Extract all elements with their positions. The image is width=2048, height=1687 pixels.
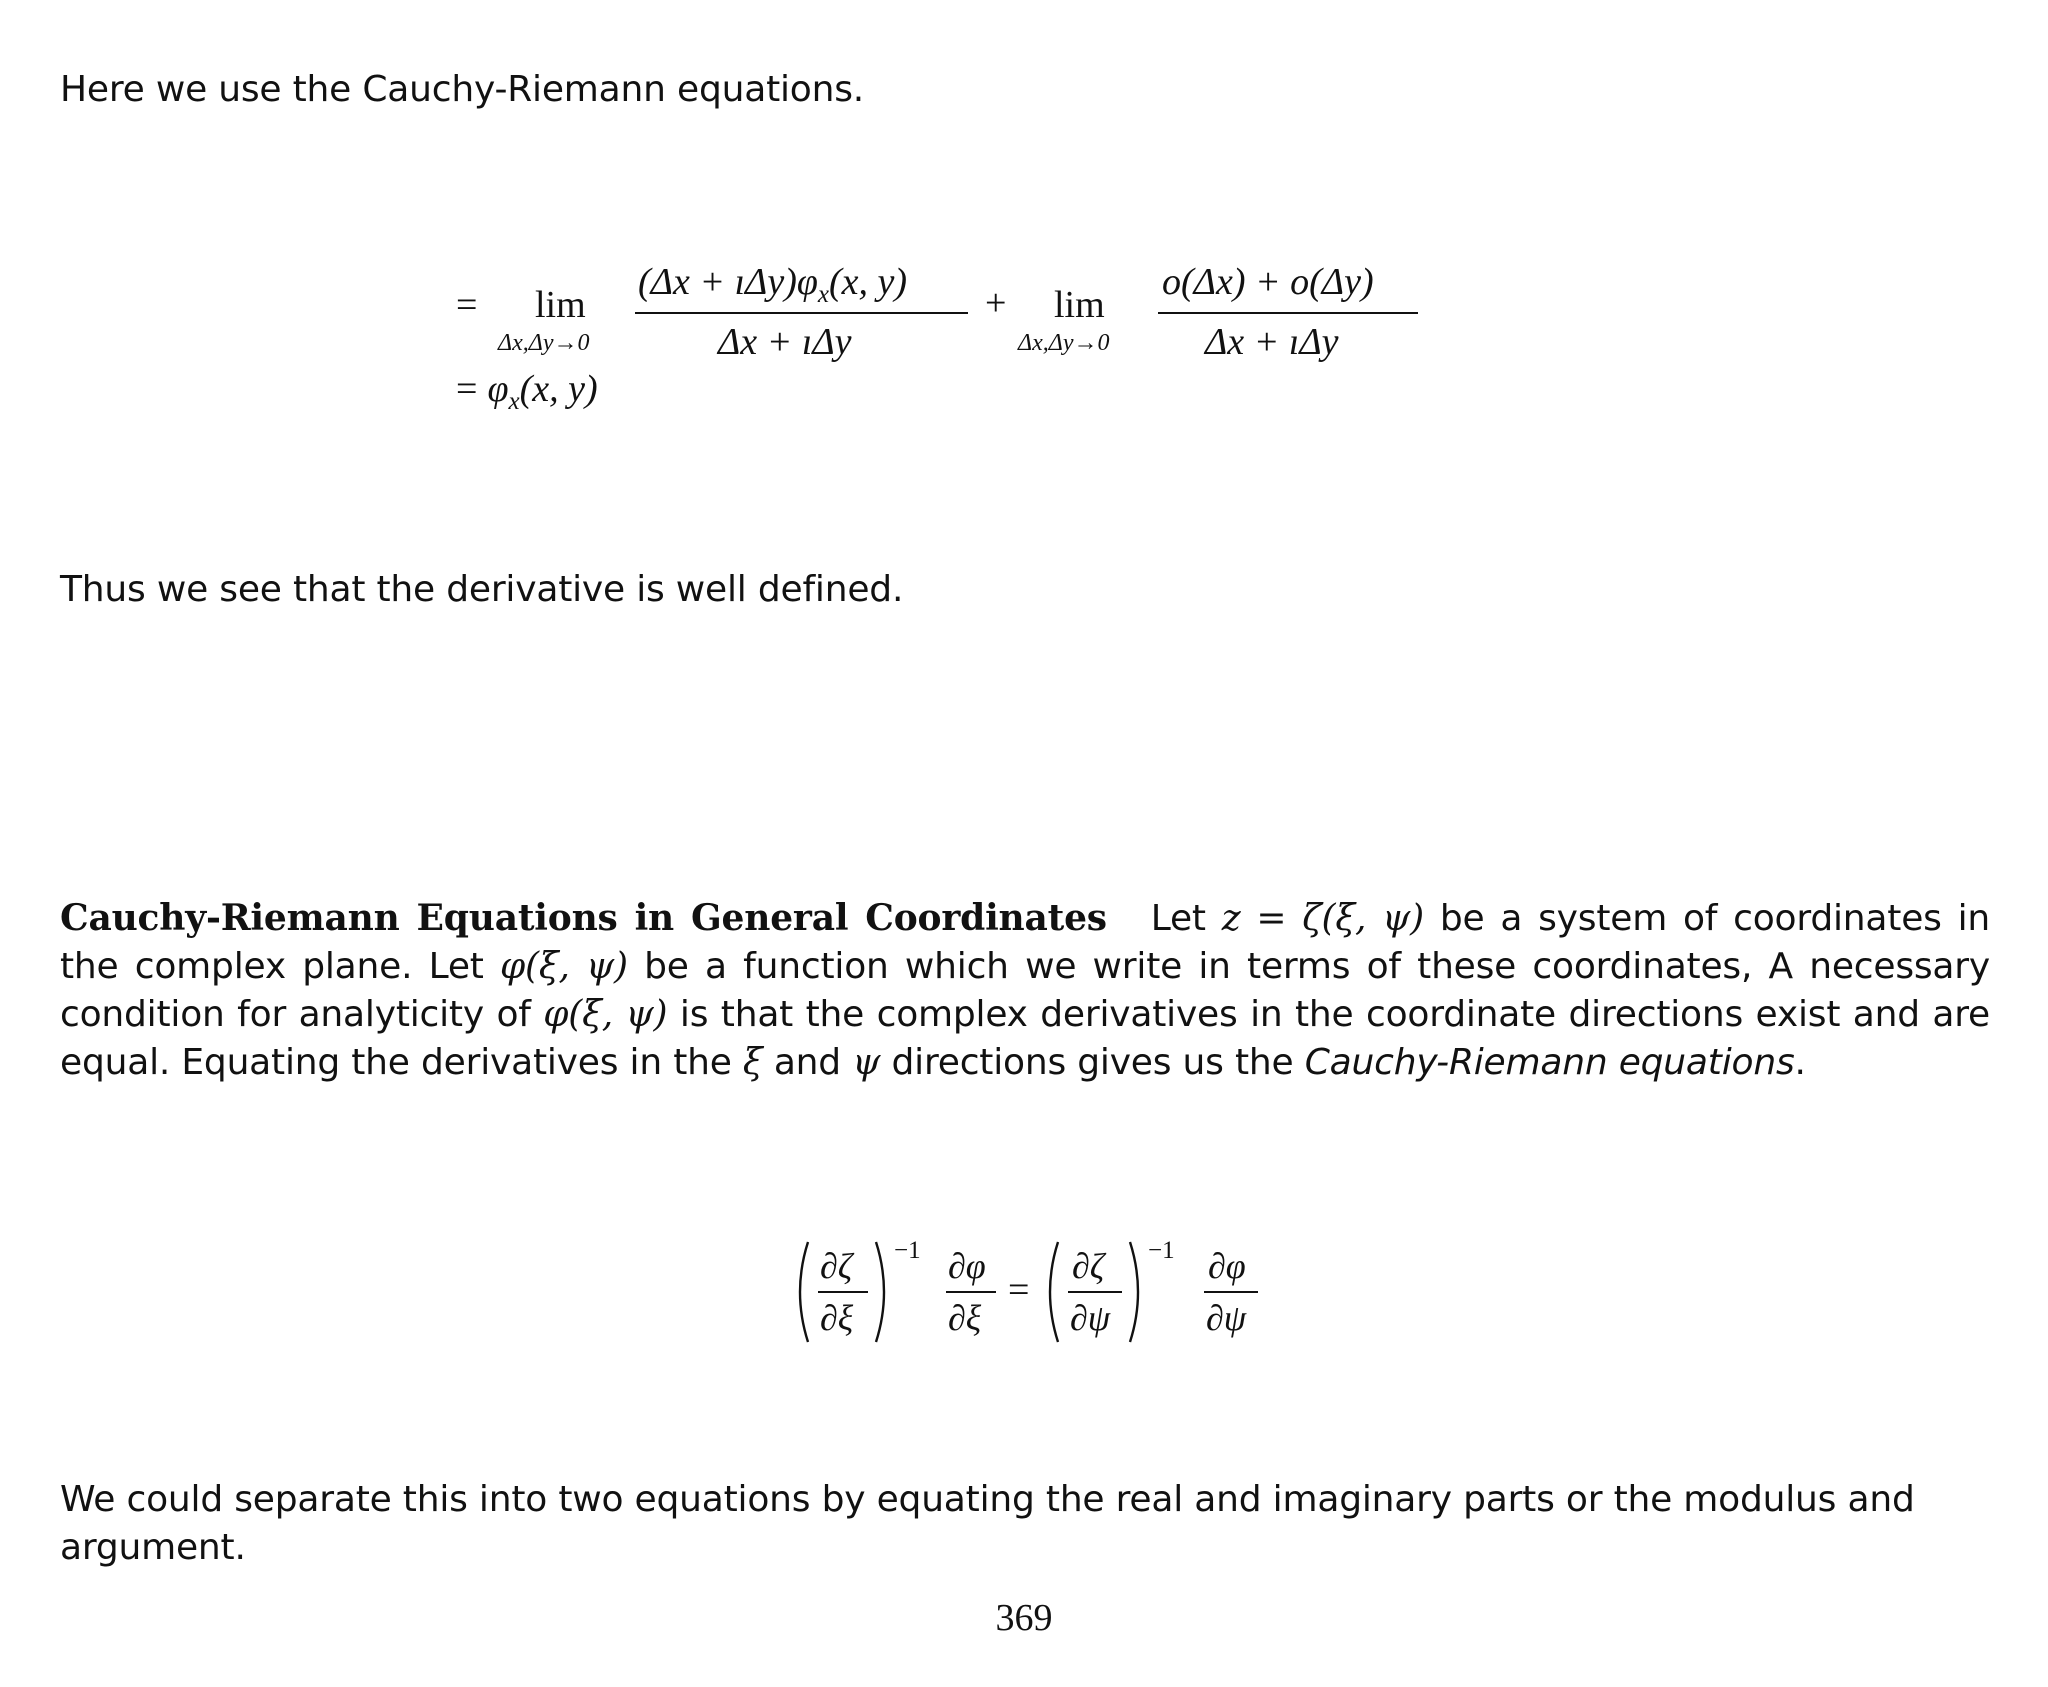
section-heading: Cauchy-Riemann Equations in General Coordinates bbox=[60, 897, 1107, 939]
eq2-partial-zeta-1: ∂ζ bbox=[820, 1246, 853, 1286]
eq1-plus: + bbox=[985, 282, 1007, 324]
eq2-partial-xi-1: ∂ξ bbox=[820, 1298, 854, 1338]
intro-paragraph: Here we use the Cauchy-Riemann equations. bbox=[60, 69, 865, 110]
eq2-partial-phi-1: ∂φ bbox=[948, 1246, 986, 1286]
eq1-line2: = $\varphi_x(x$, y) bbox=[456, 368, 598, 415]
conclusion-paragraph: Thus we see that the derivative is well defined. bbox=[60, 569, 904, 610]
math-psi: ψ bbox=[852, 1042, 881, 1083]
eq1-lim-sub-2: Δx,Δy→0 bbox=[1018, 330, 1110, 356]
eq2-right-paren-open bbox=[1050, 1242, 1058, 1342]
eq1-denominator-1: Δx + ıΔy bbox=[718, 321, 852, 363]
eq2-partial-psi-1: ∂ψ bbox=[1070, 1298, 1111, 1338]
final-paragraph: We could separate this into two equations by equating the real and imaginary parts or the modulus and argument. bbox=[60, 1479, 1915, 1568]
eq2-exponent-1: −1 bbox=[894, 1237, 921, 1264]
eq1-numerator-2: o(Δx) + o(Δy) bbox=[1162, 261, 1374, 303]
eq1-denominator-2: Δx + ıΔy bbox=[1205, 321, 1339, 363]
page-number: 369 bbox=[995, 1597, 1053, 1639]
eq1-numerator-1: $(\Delta x + ı\Delta y)\varphi_x(x$, y) bbox=[638, 261, 908, 308]
eq2-equals: = bbox=[1008, 1269, 1030, 1311]
eq1-lim-sub-1: Δx,Δy→0 bbox=[498, 330, 590, 356]
limit-equation bbox=[440, 255, 1440, 415]
eq2-exponent-2: −1 bbox=[1148, 1237, 1175, 1264]
section-paragraph: Cauchy-Riemann Equations in General Coordinates Let z = ζ(ξ, ψ) be a system of coordinates in the complex plane. Let φ(ξ, ψ) be a function which we write in terms of these coordinates, A necessary condition for analyticity of φ(ξ, ψ) is that the complex derivatives in the coordinate directions exist and are equal. Equating the derivatives in the ξ and ψ directions gives us the Cauchy-Riemann equations. bbox=[60, 897, 1991, 1083]
emphasized-term: Cauchy-Riemann equations bbox=[1304, 1042, 1795, 1083]
eq2-left-paren-open-1 bbox=[800, 1242, 808, 1342]
math-xi: ξ bbox=[742, 1042, 763, 1083]
eq1-equals: = bbox=[456, 284, 478, 326]
eq2-partial-xi-2: ∂ξ bbox=[948, 1298, 982, 1338]
eq1-lim-1: lim bbox=[535, 284, 586, 326]
math-z-zeta: z = ζ(ξ, ψ) bbox=[1221, 898, 1425, 939]
eq2-left-paren-close-1 bbox=[876, 1242, 884, 1342]
cauchy-riemann-equation bbox=[790, 1230, 1290, 1360]
math-phi-2: φ(ξ, ψ) bbox=[543, 994, 668, 1035]
math-phi-1: φ(ξ, ψ) bbox=[499, 946, 628, 987]
eq2-partial-zeta-2: ∂ζ bbox=[1072, 1246, 1105, 1286]
eq1-lim-2: lim bbox=[1054, 284, 1105, 326]
eq2-right-paren-close bbox=[1130, 1242, 1138, 1342]
eq2-partial-psi-2: ∂ψ bbox=[1206, 1298, 1247, 1338]
eq2-partial-phi-2: ∂φ bbox=[1208, 1246, 1246, 1286]
